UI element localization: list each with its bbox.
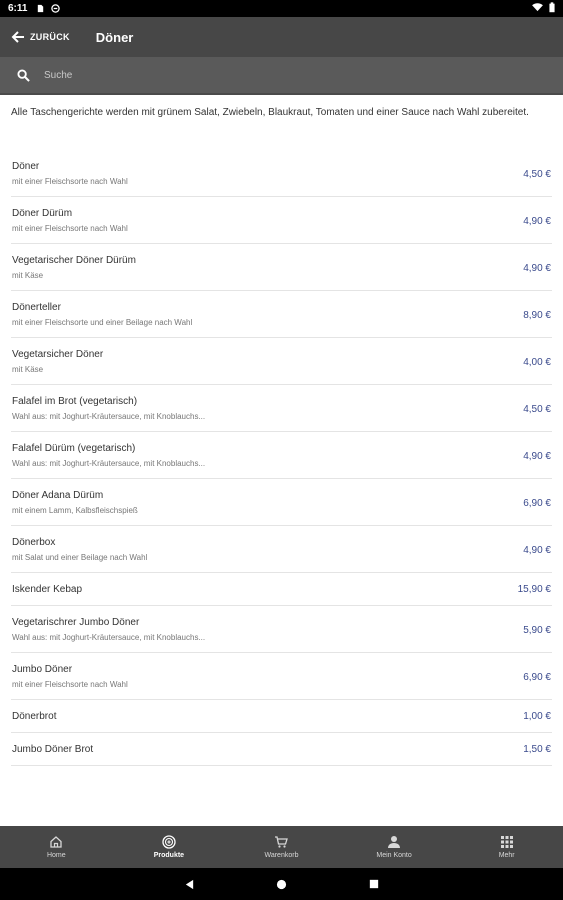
product-name: Jumbo Döner Brot: [12, 744, 94, 755]
product-list: [0, 150, 563, 766]
product-name: Döner: [12, 161, 40, 172]
list-item[interactable]: [11, 479, 552, 526]
product-price: 6,90 €: [523, 498, 551, 509]
product-name: Falafel im Brot (vegetarisch): [12, 396, 138, 407]
search-bar: [0, 57, 563, 95]
page-title: Döner: [95, 29, 134, 45]
back-button[interactable]: [0, 17, 70, 57]
tab-home[interactable]: [0, 826, 113, 868]
product-description: mit einer Fleischsorte nach Wahl: [12, 680, 128, 689]
product-price: 4,90 €: [523, 263, 551, 274]
sim-card-icon: [35, 3, 46, 14]
list-item[interactable]: [11, 653, 552, 700]
nav-home-button[interactable]: [275, 877, 289, 891]
product-price: 4,90 €: [523, 216, 551, 227]
list-item[interactable]: [11, 150, 552, 197]
product-name: Dönerbox: [12, 537, 56, 548]
account-icon: [387, 835, 401, 849]
list-item[interactable]: [11, 526, 552, 573]
tab-products[interactable]: [113, 826, 226, 868]
status-time: 6:11: [8, 3, 28, 14]
product-name: Falafel Dürüm (vegetarisch): [12, 443, 136, 454]
product-description: mit Käse: [12, 271, 44, 280]
product-description: mit einem Lamm, Kalbsfleischspieß: [12, 506, 138, 515]
product-name: Dönerbrot: [12, 711, 57, 722]
category-description: Alle Taschengerichte werden mit grünem Salat, Zwiebeln, Blaukraut, Tomaten und einer Sauce nach Wahl zubereitet.: [11, 107, 529, 118]
list-item[interactable]: [11, 432, 552, 479]
product-name: Döner Adana Dürüm: [12, 490, 104, 501]
square-recents-icon: [369, 879, 379, 889]
tab-label: Home: [46, 852, 66, 859]
system-nav-bar: [0, 868, 563, 900]
products-icon: [162, 835, 176, 849]
product-price: 1,50 €: [523, 744, 551, 755]
product-description: mit Käse: [12, 365, 44, 374]
sync-icon: [50, 3, 61, 14]
back-label: ZURÜCK: [30, 32, 70, 42]
product-name: Iskender Kebap: [12, 584, 83, 595]
tab-account[interactable]: [338, 826, 451, 868]
list-item[interactable]: [11, 606, 552, 653]
top-app-bar: [0, 17, 563, 57]
product-price: 4,90 €: [523, 451, 551, 462]
tab-label: Mehr: [498, 852, 515, 859]
product-name: Vegetarsicher Döner: [12, 349, 104, 360]
product-name: Vegetarischrer Jumbo Döner: [12, 617, 140, 628]
nav-back-button[interactable]: [183, 877, 197, 891]
product-description: mit Salat und einer Beilage nach Wahl: [12, 553, 148, 562]
search-icon: [17, 69, 30, 82]
product-description: mit einer Fleischsorte nach Wahl: [12, 224, 128, 233]
list-item[interactable]: [11, 733, 552, 766]
product-price: 8,90 €: [523, 310, 551, 321]
product-name: Vegetarischer Döner Dürüm: [12, 255, 136, 266]
product-price: 4,00 €: [523, 357, 551, 368]
status-bar: [0, 0, 563, 17]
product-description: Wahl aus: mit Joghurt-Kräutersauce, mit Knoblauchs...: [12, 633, 206, 642]
tab-label: Produkte: [153, 852, 185, 859]
product-description: Wahl aus: mit Joghurt-Kräutersauce, mit Knoblauchs...: [12, 459, 206, 468]
product-price: 4,90 €: [523, 545, 551, 556]
wifi-icon: [532, 3, 543, 15]
list-item[interactable]: [11, 573, 552, 606]
status-icons: [532, 2, 555, 16]
list-item[interactable]: [11, 385, 552, 432]
search-input[interactable]: [44, 70, 524, 81]
list-item[interactable]: [11, 291, 552, 338]
list-item[interactable]: [11, 700, 552, 733]
product-price: 4,50 €: [523, 169, 551, 180]
cart-icon: [274, 835, 288, 849]
list-item[interactable]: [11, 197, 552, 244]
product-description: Wahl aus: mit Joghurt-Kräutersauce, mit Knoblauchs...: [12, 412, 206, 421]
product-description: mit einer Fleischsorte und einer Beilage nach Wahl: [12, 318, 193, 327]
product-price: 5,90 €: [523, 625, 551, 636]
circle-home-icon: [276, 879, 287, 890]
nav-recents-button[interactable]: [367, 877, 381, 891]
tab-cart[interactable]: [225, 826, 338, 868]
tab-label: Warenkorb: [264, 852, 299, 859]
battery-icon: [549, 2, 555, 16]
list-item[interactable]: [11, 244, 552, 291]
triangle-back-icon: [184, 879, 195, 890]
product-price: 1,00 €: [523, 711, 551, 722]
product-price: 6,90 €: [523, 672, 551, 683]
bottom-tab-bar: [0, 826, 563, 868]
tab-label: Mein Konto: [376, 852, 412, 859]
product-name: Döner Dürüm: [12, 208, 73, 219]
product-description: mit einer Fleischsorte nach Wahl: [12, 177, 128, 186]
product-price: 4,50 €: [523, 404, 551, 415]
product-price: 15,90 €: [517, 584, 551, 595]
product-name: Dönerteller: [12, 302, 61, 313]
list-item[interactable]: [11, 338, 552, 385]
home-icon: [49, 835, 63, 849]
arrow-left-icon: [11, 30, 25, 44]
tab-more[interactable]: [450, 826, 563, 868]
product-name: Jumbo Döner: [12, 664, 73, 675]
grid-icon: [500, 835, 514, 849]
